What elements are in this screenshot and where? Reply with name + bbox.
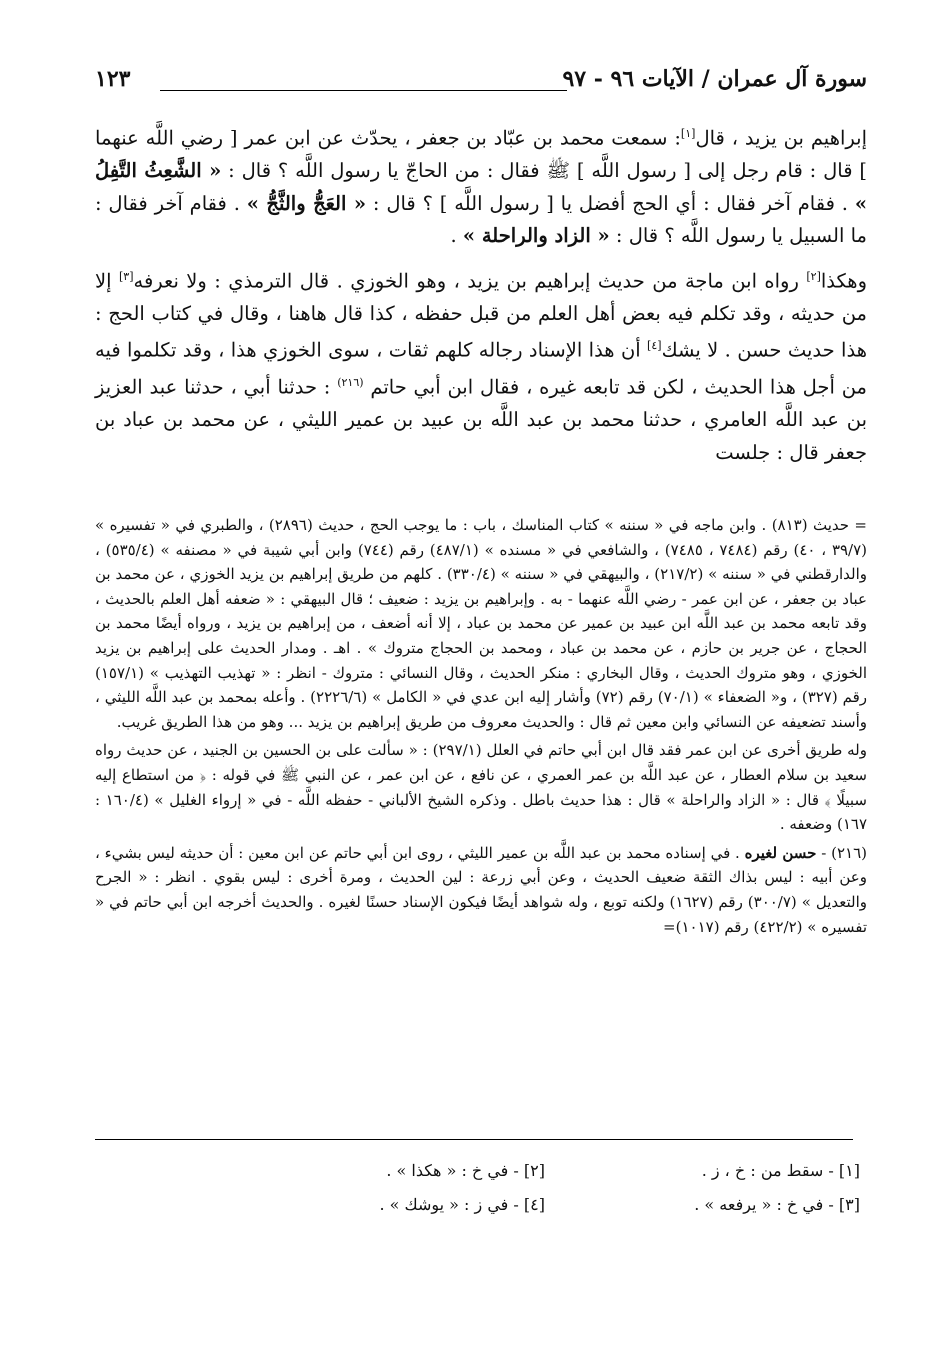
notes-row [230,1188,860,1222]
paragraph-2 [95,261,867,470]
notes-row [230,1154,860,1188]
footnotes [95,513,867,939]
note-ref-1: [١] [680,127,696,140]
notes-separator [95,1139,853,1140]
variant-note-3: [٣] - في خ : « يرفعه » . [694,1195,860,1214]
text-run: : سمعت محمد بن عبّاد بن جعفر ، يحدّث عن ابن عمر [ رضي اللَّه عنهما ] قال : قام رجل إلى [ رسول اللَّه ] ﷺ فقال : من الحاجّ يا رسول اللَّه ؟ قال : [95,126,867,182]
text-run: وهكذا [820,269,867,292]
grading: حسن لغيره [744,843,817,862]
note-ref-4: [٤] [647,339,662,352]
footnote-ref-216: (٢١٦) [337,376,364,389]
note-ref-2: [٢] [806,269,821,283]
footnote-number: (٢١٦) - [816,843,868,862]
text-run: أن هذا الإسناد رجاله كلهم ثقات ، سوى الخوزي هذا ، وقد تكلموا فيه من أجل هذا الحديث ، لكن قد تابعه غيره ، فقال ابن أبي حاتم [95,338,868,399]
footnote-text: . في إسناده محمد بن عبد اللَّه بن عمير الليثي ، روى ابن أبي حاتم عن ابن معين : أن حديثه ليس بشيء ، وعن أبيه : ليس بذاك الثقة ضعيف الحديث ، وعن أبي زرعة : لين الحديث ، ومرة أخرى : ليس بقوي . انظر : « الجرح والتعديل » (٣٠٠/٧) رقم (١٦٢٧) ولكنه توبع ، وله شواهد أيضًا فيكون الإسناد حسنًا لغيره . والحديث أخرجه ابن أبي حاتم في « تفسيره » (٤٢٢/٢) رقم (١٠١٧)= [95,843,868,936]
text-run: . [450,224,463,247]
running-title: سورة آل عمران / الآيات ٩٦ - ٩٧ [562,66,867,92]
text-run: . فقام آخر فقال : ما السبيل يا رسول اللَّه ؟ قال : [95,191,867,247]
variant-note-2: [٢] - في خ : « هكذا » . [386,1161,545,1180]
variant-note-1: [١] - سقط من : خ ، ز . [701,1161,860,1180]
text-run: . فقام آخر فقال : أي الحج أفضل يا [ رسول اللَّه ] ؟ قال : [366,191,855,215]
note-ref-3: [٣] [118,269,134,283]
page-header [95,66,867,106]
header-rule [160,90,567,91]
hadith-quote: « الزاد والراحلة » [462,224,610,247]
paragraph-1 [95,118,867,253]
hadith-quote: « الشَّعِثُ التَّفِلُ » [95,159,867,215]
footnote-216 [95,841,867,939]
main-text [95,118,867,469]
text-run: إلا من حديثه ، وقد تكلم فيه بعض أهل العلم من قبل حفظه ، كذا قال هاهنا ، وقال في كتاب الحج : هذا حديث حسن . لا يشك [95,269,867,362]
hadith-quote: « العَجُّ والثَّجُّ » [246,191,367,215]
page-number: ١٢٣ [95,66,131,92]
text-run: إبراهيم بن يزيد ، قال [695,126,867,150]
footnote-other-route: وله طريق أخرى عن ابن عمر فقد قال ابن أبي حاتم في العلل (٢٩٧/١) : « سألت على بن الحسين بن الجنيد ، عن حديث رواه سعيد بن سلام العطار ، عن عبد اللَّه بن عمر العمري ، عن نافع ، عن ابن عمر ، عن النبي ﷺ في قوله : ﴿ من استطاع إليه سبيلًا ﴾ قال : « الزاد والراحلة » قال : هذا حديث باطل . وذكره الشيخ الألباني - حفظه اللَّه - في « إرواء الغليل » (١٦٠/٤ : ١٦٧) وضعفه . [95,741,867,834]
footnote-continued: = حديث (٨١٣) . وابن ماجه في « سننه » كتاب المناسك ، باب : ما يوجب الحج ، حديث (٢٨٩٦) ، والطبري في « تفسيره » (٣٩/٧ ، ٤٠) رقم (٧٤٨٤ ، ٧٤٨٥) ، والشافعي في « مسنده » (٤٨٧/١) رقم (٧٤٤) وابن أبي شيبة في « مصنفه » (٥٣٥/٤) ، والدارقطني في « سننه » (٢١٧/٢) ، والبيهقي في « سننه » (٣٣٠/٤) . كلهم من طريق إبراهيم بن يزيد الخوزي ، عن محمد بن عباد بن جعفر ، عن ابن عمر - رضي اللَّه عنهما - به . وإبراهيم بن يزيد : ضعيف ؛ قال البيهقي : « ضعفه أهل العلم بالحديث ، وقد تابعه محمد بن عبد اللَّه ابن عبيد بن عمير عن محمد بن عباد ، إلا أنه أضعف ، من إبراهيم بن يزيد ، ورواه أيضًا محمد بن الحجاج ، عن جرير بن حازم ، عن محمد بن عباد ، ومحمد بن الحجاج متروك » . اهـ . ومدار الحديث على إبراهيم بن يزيد الخوزي ، وهو متروك الحديث ، وقال البخاري : منكر الحديث ، وقال النسائي : متروك - انظر : « تهذيب التهذيب » (١٥٧/١) رقم (٣٢٧) ، و« الضعفاء » (٧٠/١) رقم (٧٢) وأشار إليه ابن عدي في « الكامل » (٢٢٢٦/٦) . وأعله بمحمد بن عبد اللَّه الليثي ، وأسند تضعيفه عن النسائي وابن معين ثم قال : والحديث معروف من طريق إبراهيم بن يزيد ... وهو من هذا الطريق غريب. [95,516,868,731]
text-run: : حدثنا أبي ، حدثنا عبد العزيز بن عبد اللَّه العامري ، حدثنا محمد بن عبد اللَّه بن عبيد بن عمير الليثي ، عن محمد بن عباد بن جعفر قال : جلست [95,375,867,464]
text-run: رواه ابن ماجة من حديث إبراهيم بن يزيد ، وهو الخوزي . قال الترمذي : ولا نعرفه [133,269,807,292]
variant-notes [230,1154,860,1222]
variant-note-4: [٤] - في ز : « يوشك » . [379,1195,545,1214]
